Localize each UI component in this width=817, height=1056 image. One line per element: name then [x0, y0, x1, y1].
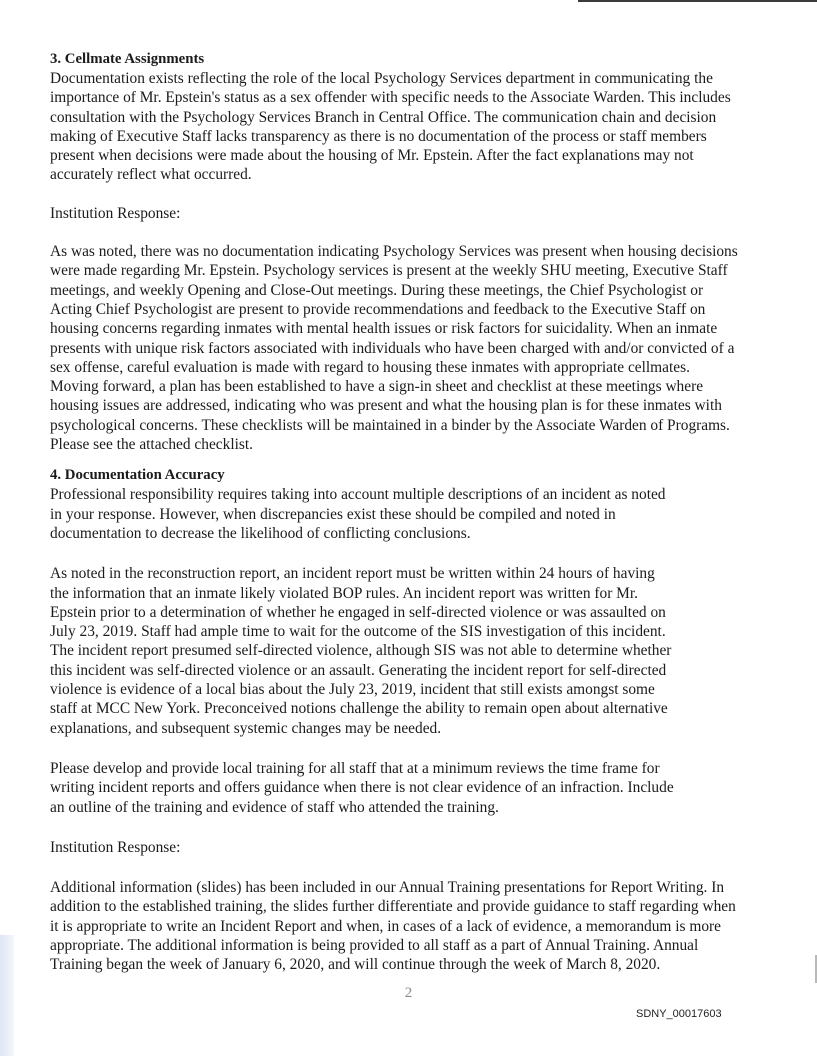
text-line: psychological concerns. These checklists will be maintained in a binder by the Associate Warden of Programs. — [50, 416, 730, 434]
text-line: July 23, 2019. Staff had ample time to wait for the outcome of the SIS investigation of this incident. — [50, 623, 666, 641]
text-line: sex offense, careful evaluation is made with regard to housing these inmates with appropriate cellmates. — [50, 358, 690, 376]
text-line: appropriate. The additional information is being provided to all staff as a part of Annual Training. Annual — [50, 936, 699, 954]
text-line: housing concerns regarding inmates with mental health issues or risk factors for suicidality. When an inmate — [50, 320, 718, 338]
text-line: this incident was self-directed violence or an assault. Generating the incident report for self-directed — [50, 661, 667, 679]
text-line: accurately reflect what occurred. — [50, 166, 252, 184]
section-3-body — [50, 69, 770, 185]
bates-number: SDNY_00017603 — [636, 1008, 722, 1020]
section-3-response — [50, 242, 770, 454]
section-3-heading: 3. Cellmate Assignments — [50, 51, 205, 67]
text-line: explanations, and subsequent systemic changes may be needed. — [50, 719, 442, 737]
text-line: it is appropriate to write an Incident Report and when, in cases of a lack of evidence, a memorandum is more — [50, 917, 721, 935]
text-line: Acting Chief Psychologist are present to provide recommendations and feedback to the Executive Staff on — [50, 300, 706, 318]
top-edge-line — [578, 0, 817, 2]
text-line: were made regarding Mr. Epstein. Psychology services is present at the weekly SHU meeting, Executive Staff — [50, 262, 728, 280]
text-line: violence is evidence of a local bias about the July 23, 2019, incident that still exists amongst some — [50, 681, 655, 699]
text-line: The incident report presumed self-directed violence, although SIS was not able to determine whether — [50, 642, 672, 660]
text-line: meetings, and weekly Opening and Close-Out meetings. During these meetings, the Chief Psychologist or — [50, 281, 704, 299]
text-line: an outline of the training and evidence of staff who attended the training. — [50, 798, 499, 816]
text-line: Documentation exists reflecting the role of the local Psychology Services department in communicating the — [50, 70, 713, 87]
text-line: consultation with the Psychology Services Branch in Central Office. The communication chain and decision — [50, 108, 717, 126]
section-4-body — [50, 485, 770, 543]
text-line: presents with unique risk factors associated with individuals who have been charged with and/or convicted of a — [50, 339, 735, 357]
section-4-response — [50, 878, 770, 974]
text-line: importance of Mr. Epstein's status as a sex offender with specific needs to the Associate Warden. This includes — [50, 89, 731, 107]
text-line: As was noted, there was no documentation indicating Psychology Services was present when housing decisions — [50, 243, 738, 261]
text-line: present when decisions were made about the housing of Mr. Epstein. After the fact explanations may not — [50, 147, 694, 165]
text-line: addition to the established training, the slides further differentiate and provide guidance to staff regarding when — [50, 898, 736, 916]
text-line: documentation to decrease the likelihood of conflicting conclusions. — [50, 524, 471, 542]
text-line: making of Executive Staff lacks transparency as there is no documentation of the process or staff members — [50, 127, 707, 145]
page-content — [50, 50, 770, 975]
text-line: Please see the attached checklist. — [50, 436, 253, 454]
section-4-body-2 — [50, 564, 770, 738]
text-line: staff at MCC New York. Preconceived notions challenge the ability to remain open about alternative — [50, 700, 668, 718]
text-line: Epstein prior to a determination of whether he engaged in self-directed violence or was assaulted on — [50, 603, 666, 621]
text-line: writing incident reports and offers guidance when there is not clear evidence of an infraction. Include — [50, 779, 674, 797]
section-4-response-label: Institution Response: — [50, 838, 181, 856]
section-4-body-3 — [50, 759, 770, 817]
text-line: Additional information (slides) has been included in our Annual Training presentations for Report Writing. In — [50, 879, 725, 897]
page-number: 2 — [404, 985, 413, 1001]
text-line: Professional responsibility requires taking into account multiple descriptions of an incident as noted — [50, 486, 666, 504]
text-line: Please develop and provide local training for all staff that at a minimum reviews the time frame for — [50, 759, 660, 777]
section-4-heading: 4. Documentation Accuracy — [50, 467, 225, 484]
text-line: the information that an inmate likely violated BOP rules. An incident report was written for Mr. — [50, 584, 638, 602]
text-line: in your response. However, when discrepancies exist these should be compiled and noted in — [50, 505, 616, 523]
text-line: housing issues are addressed, indicating who was present and what the housing plan is for these inmates with — [50, 397, 722, 415]
text-line: As noted in the reconstruction report, an incident report must be written within 24 hours of having — [50, 565, 655, 583]
text-line: Training began the week of January 6, 2020, and will continue through the week of March 8, 2020. — [50, 956, 661, 974]
text-line: Moving forward, a plan has been established to have a sign-in sheet and checklist at these meetings where — [50, 378, 704, 396]
section-3-response-label: Institution Response: — [50, 204, 181, 222]
